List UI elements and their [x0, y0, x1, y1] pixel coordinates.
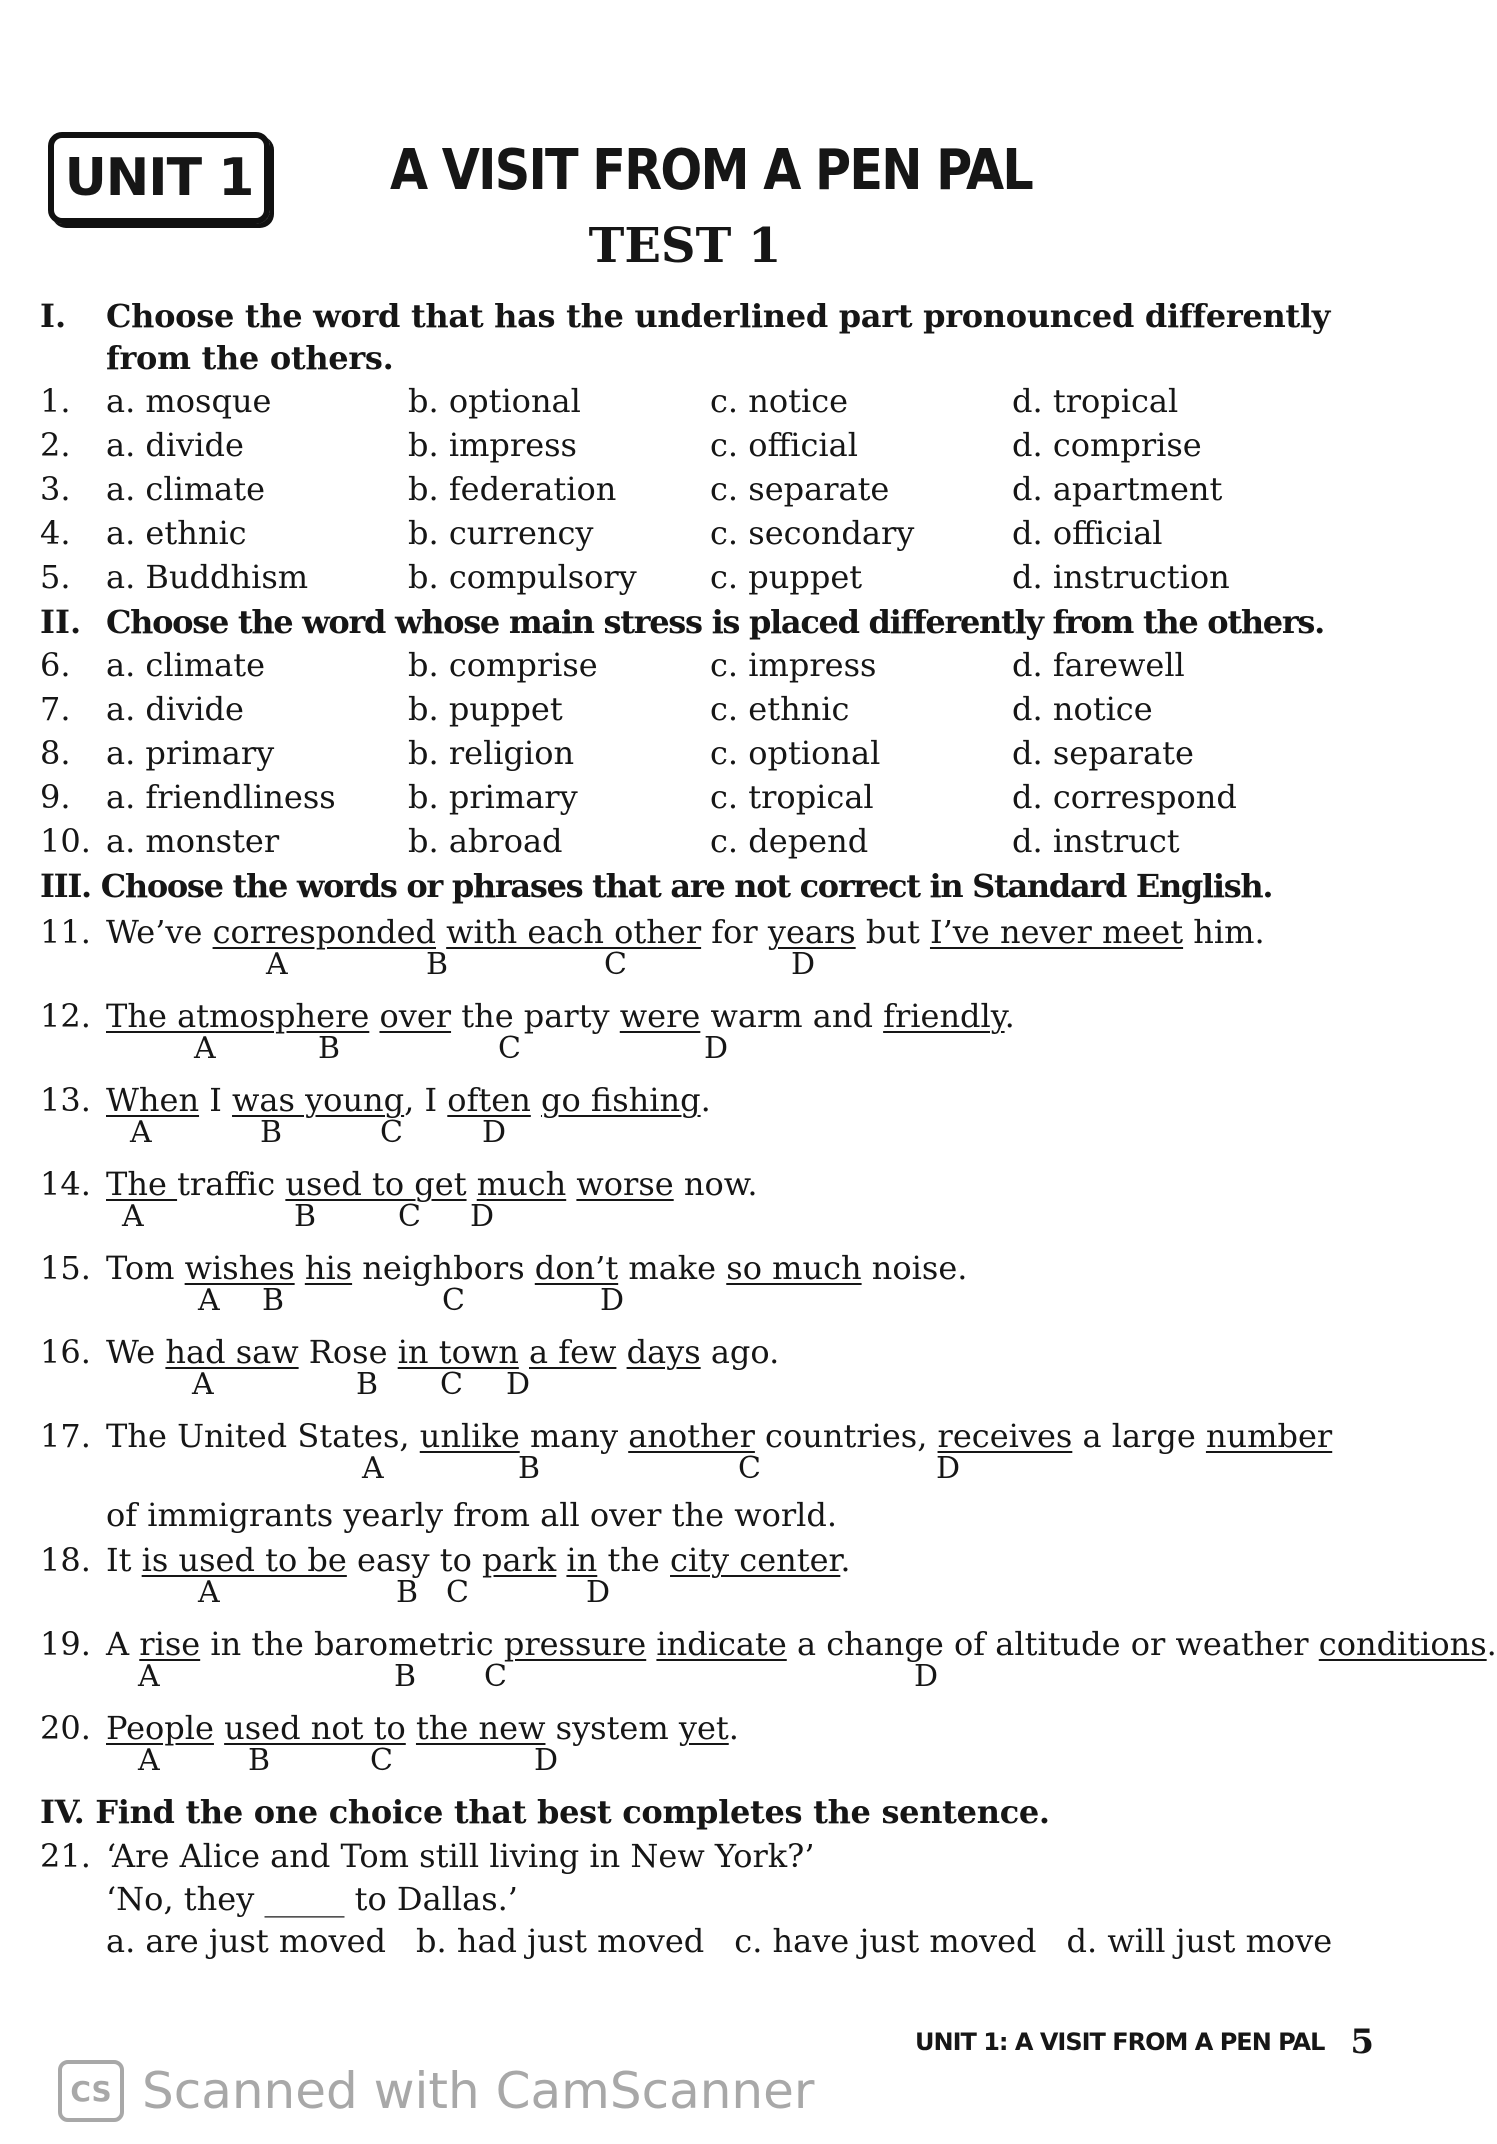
option-label-c: C [440, 1367, 463, 1402]
sentence-text [106, 1081, 711, 1119]
underlined-option: unlike [419, 1417, 520, 1455]
option-label-a: A [130, 1115, 152, 1150]
section-instruction-text: Find the one choice that best completes the sentence. [95, 1793, 1050, 1831]
option-label-c: C [398, 1199, 421, 1234]
question-item [40, 1709, 1340, 1787]
question-number: 5. [40, 558, 71, 596]
underlined-option: years [767, 913, 856, 951]
option-label-b: B [260, 1115, 283, 1150]
sentence-fragment [556, 1541, 566, 1579]
sentence-fragment [566, 1165, 576, 1203]
question-row [40, 511, 1340, 555]
sentence-fragment: now. [673, 1165, 758, 1203]
sentence-fragment: the [597, 1541, 671, 1579]
sentence-fragment [646, 1625, 656, 1663]
sentence-fragment: . [840, 1541, 851, 1579]
option-label-c: C [738, 1451, 761, 1486]
sentence-text [106, 1249, 967, 1287]
test-title: TEST 1 [588, 218, 782, 274]
sentence-fragment: It [106, 1541, 142, 1579]
underlined-option: People [106, 1709, 214, 1747]
underlined-option: yet [678, 1709, 729, 1747]
option-label-d: D [534, 1743, 559, 1778]
choice-a: a. monster [106, 822, 280, 860]
sentence-fragment: neighbors [352, 1249, 535, 1287]
section-3-questions [40, 913, 1497, 1787]
choice-c: c. secondary [710, 514, 915, 552]
underlined-option: pressure [503, 1625, 647, 1663]
underlined-option: wishes [184, 1249, 295, 1287]
question-sentence [40, 1249, 1340, 1287]
scanner-watermark [58, 2060, 814, 2122]
underlined-option: conditions [1318, 1625, 1487, 1663]
choice-b: b. primary [408, 778, 578, 816]
unit-badge: UNIT 1 [48, 132, 270, 224]
question-number: 3. [40, 470, 71, 508]
choice-c: c. separate [710, 470, 890, 508]
question-sentence [40, 1081, 1340, 1119]
sentence-continuation: of immigrants yearly from all over the world. [106, 1496, 838, 1534]
question-row [40, 467, 1340, 511]
underlined-option: is used to be [141, 1541, 347, 1579]
sentence-text [106, 1541, 851, 1579]
choice-d: d. instruction [1012, 558, 1230, 596]
option-labels [106, 1115, 1340, 1159]
section-number: II. [40, 603, 82, 641]
option-label-a: A [122, 1199, 144, 1234]
sentence-fragment: . [700, 1081, 711, 1119]
choice-c: c. official [710, 426, 858, 464]
option-label-c: C [446, 1575, 469, 1610]
underlined-option: another [628, 1417, 755, 1455]
option-label-b: B [426, 947, 449, 982]
sentence-fragment: ago. [700, 1333, 780, 1371]
sentence-fragment: but [855, 913, 930, 951]
option-labels [106, 1659, 1340, 1703]
underlined-option: much [476, 1165, 567, 1203]
sentence-fragment: I [199, 1081, 233, 1119]
question-number: 12. [40, 997, 91, 1035]
sentence-fragment [295, 1249, 305, 1287]
underlined-option: was young [232, 1081, 405, 1119]
option-label-a: A [198, 1283, 220, 1318]
question-item [40, 997, 1340, 1075]
option-c: c. have just moved [734, 1922, 1037, 1960]
question-number: 13. [40, 1081, 91, 1119]
option-label-c: C [484, 1659, 507, 1694]
sentence-fragment: noise. [861, 1249, 968, 1287]
question-number: 19. [40, 1625, 91, 1663]
choice-d: d. notice [1012, 690, 1153, 728]
question-item [40, 913, 1340, 991]
sentence-fragment: many [519, 1417, 629, 1455]
underlined-option: his [304, 1249, 353, 1287]
sentence-fragment: system [545, 1709, 679, 1747]
underlined-option: worse [576, 1165, 674, 1203]
sentence-fragment: a large [1072, 1417, 1206, 1455]
sentence-fragment: in the barometric [200, 1625, 504, 1663]
underlined-option: The atmosphere [106, 997, 370, 1035]
section-4-heading [40, 1791, 1340, 1833]
choice-a: a. climate [106, 470, 266, 508]
underlined-option: park [482, 1541, 557, 1579]
question-sentence [40, 1417, 1340, 1455]
test-body [40, 295, 1497, 1963]
option-label-c: C [370, 1743, 393, 1778]
underlined-option: in [566, 1541, 598, 1579]
underlined-option: corresponded [212, 913, 436, 951]
underlined-option: The [106, 1165, 178, 1203]
option-label-b: B [518, 1451, 541, 1486]
section-2-questions [40, 643, 1340, 863]
answer-blank: _____ [264, 1880, 345, 1918]
question-item [40, 1249, 1340, 1327]
question-number: 15. [40, 1249, 91, 1287]
section-number: I. [40, 297, 67, 335]
choice-b: b. currency [408, 514, 594, 552]
choice-d: d. instruct [1012, 822, 1180, 860]
question-number: 14. [40, 1165, 91, 1203]
section-2-heading [40, 601, 1340, 643]
choice-d: d. official [1012, 514, 1163, 552]
option-label-b: B [262, 1283, 285, 1318]
question-number: 10. [40, 822, 91, 860]
option-label-d: D [470, 1199, 495, 1234]
sentence-fragment: easy to [346, 1541, 482, 1579]
question-number: 1. [40, 382, 71, 420]
option-label-d: D [791, 947, 816, 982]
question-number: 9. [40, 778, 71, 816]
option-labels [106, 1367, 1340, 1411]
question-text: ‘No, they [106, 1880, 265, 1918]
option-label-b: B [394, 1659, 417, 1694]
choice-d: d. farewell [1012, 646, 1185, 684]
option-label-b: B [396, 1575, 419, 1610]
underlined-option: often [447, 1081, 531, 1119]
underlined-option: go fishing [540, 1081, 701, 1119]
question-21-options [106, 1919, 1340, 1963]
question-row [40, 423, 1340, 467]
option-label-b: B [356, 1367, 379, 1402]
section-3-heading [40, 865, 1340, 907]
sentence-fragment: Tom [106, 1249, 185, 1287]
sentence-fragment: , I [404, 1081, 448, 1119]
underlined-option: receives [937, 1417, 1073, 1455]
choice-a: a. divide [106, 426, 244, 464]
option-label-a: A [194, 1031, 216, 1066]
choice-a: a. mosque [106, 382, 272, 420]
option-labels [106, 947, 1340, 991]
underlined-option: a few [529, 1333, 617, 1371]
question-row [40, 819, 1340, 863]
sentence-fragment [369, 997, 379, 1035]
option-label-d: D [506, 1367, 531, 1402]
question-row [40, 775, 1340, 819]
choice-d: d. apartment [1012, 470, 1223, 508]
sentence-text [106, 1165, 758, 1203]
option-labels [106, 1575, 1340, 1619]
choice-b: b. compulsory [408, 558, 637, 596]
sentence-fragment [436, 913, 446, 951]
option-labels [106, 1451, 1340, 1495]
choice-b: b. optional [408, 382, 581, 420]
option-label-d: D [600, 1283, 625, 1318]
choice-b: b. religion [408, 734, 575, 772]
sentence-fragment: We [106, 1333, 166, 1371]
question-number: 18. [40, 1541, 91, 1579]
sentence-fragment: him. [1183, 913, 1265, 951]
choice-b: b. abroad [408, 822, 563, 860]
choice-b: b. federation [408, 470, 617, 508]
section-instruction: Choose the word that has the underlined part pronounced differently from the others. [106, 297, 1331, 377]
option-label-a: A [138, 1659, 160, 1694]
question-text-end: to Dallas.’ [344, 1880, 518, 1918]
option-a: a. are just moved [106, 1922, 386, 1960]
question-sentence [40, 1709, 1340, 1747]
section-instruction: Choose the word whose main stress is placed differently from the others. [106, 603, 1324, 641]
underlined-option: in town [397, 1333, 519, 1371]
sentence-fragment: traffic [177, 1165, 286, 1203]
sentence-text [106, 913, 1265, 951]
question-number: 20. [40, 1709, 91, 1747]
question-sentence [40, 913, 1340, 951]
question-number: 8. [40, 734, 71, 772]
underlined-option: days [626, 1333, 701, 1371]
option-label-d: D [586, 1575, 611, 1610]
underlined-option: had saw [165, 1333, 299, 1371]
sentence-fragment [519, 1333, 529, 1371]
question-number: 4. [40, 514, 71, 552]
question-sentence [40, 1541, 1340, 1579]
footer-title: UNIT 1: A VISIT FROM A PEN PAL [915, 2028, 1325, 2056]
choice-a: a. Buddhism [106, 558, 309, 596]
sentence-fragment: the party [451, 997, 620, 1035]
watermark-text: Scanned with CamScanner [142, 2062, 815, 2120]
underlined-option: used to get [285, 1165, 467, 1203]
question-row [40, 731, 1340, 775]
question-item [40, 1417, 1340, 1535]
option-label-c: C [498, 1031, 521, 1066]
sentence-fragment: for [701, 913, 768, 951]
sentence-text [106, 1333, 779, 1371]
sentence-fragment: warm and [700, 997, 884, 1035]
sentence-fragment [214, 1709, 224, 1747]
question-row [40, 555, 1340, 599]
underlined-option: were [619, 997, 701, 1035]
choice-d: d. comprise [1012, 426, 1202, 464]
question-number: 11. [40, 913, 91, 951]
sentence-text [106, 1625, 1497, 1663]
option-label-a: A [362, 1451, 384, 1486]
sentence-fragment: countries, [754, 1417, 938, 1455]
unit-title: A VISIT FROM A PEN PAL [390, 138, 1032, 203]
option-label-c: C [604, 947, 627, 982]
question-row [40, 643, 1340, 687]
underlined-option: number [1205, 1417, 1333, 1455]
underlined-option: used not to [224, 1709, 406, 1747]
question-sentence [40, 997, 1340, 1035]
question-item [40, 1081, 1340, 1159]
choice-c: c. optional [710, 734, 881, 772]
sentence-fragment [467, 1165, 477, 1203]
question-item [40, 1333, 1340, 1411]
page-header [44, 128, 1344, 228]
option-label-c: C [380, 1115, 403, 1150]
choice-d: d. correspond [1012, 778, 1237, 816]
sentence-fragment: make [618, 1249, 727, 1287]
question-number: 16. [40, 1333, 91, 1371]
underlined-option: don’t [534, 1249, 619, 1287]
sentence-fragment: A [106, 1625, 140, 1663]
underlined-option: rise [139, 1625, 201, 1663]
choice-a: a. primary [106, 734, 275, 772]
question-item [40, 1165, 1340, 1243]
underlined-option: I’ve never meet [929, 913, 1184, 951]
sentence-fragment [531, 1081, 541, 1119]
underlined-option: When [106, 1081, 200, 1119]
section-1-questions [40, 379, 1340, 599]
page-footer [915, 2022, 1374, 2062]
sentence-fragment: . [728, 1709, 739, 1747]
section-instruction [40, 1791, 1340, 1833]
underlined-option: friendly [883, 997, 1005, 1035]
choice-c: c. notice [710, 382, 849, 420]
option-label-b: B [294, 1199, 317, 1234]
option-labels [106, 1743, 1340, 1787]
choice-a: a. divide [106, 690, 244, 728]
question-number: 2. [40, 426, 71, 464]
question-line-1: ‘Are Alice and Tom still living in New York?’ [106, 1837, 815, 1875]
sentence-fragment: The United States, [106, 1417, 420, 1455]
question-number: 21. [40, 1837, 91, 1875]
sentence-fragment: . [1004, 997, 1015, 1035]
choice-c: c. ethnic [710, 690, 850, 728]
choice-c: c. impress [710, 646, 877, 684]
underlined-option: indicate [656, 1625, 787, 1663]
section-number: IV. [40, 1793, 85, 1831]
choice-c: c. puppet [710, 558, 863, 596]
question-sentence [40, 1333, 1340, 1371]
sentence-text [106, 1417, 1332, 1455]
sentence-fragment [616, 1333, 626, 1371]
section-instruction [40, 865, 1340, 907]
choice-b: b. puppet [408, 690, 563, 728]
option-labels [106, 1283, 1340, 1327]
option-label-c: C [442, 1283, 465, 1318]
camscanner-logo: CS [58, 2060, 124, 2122]
choice-c: c. tropical [710, 778, 874, 816]
option-label-d: D [704, 1031, 729, 1066]
underlined-option: over [379, 997, 452, 1035]
option-label-a: A [266, 947, 288, 982]
sentence-fragment: a change of altitude or weather [786, 1625, 1319, 1663]
choice-b: b. impress [408, 426, 577, 464]
choice-a: a. climate [106, 646, 266, 684]
question-item [40, 1541, 1340, 1619]
choice-d: d. tropical [1012, 382, 1179, 420]
question-number: 7. [40, 690, 71, 728]
option-label-d: D [936, 1451, 961, 1486]
sentence-fragment [406, 1709, 416, 1747]
underlined-option: so much [726, 1249, 862, 1287]
section-1-heading [40, 295, 1340, 379]
sentence-text [106, 997, 1015, 1035]
underlined-option: city center [670, 1541, 841, 1579]
question-number: 17. [40, 1417, 91, 1455]
question-item [40, 1625, 1497, 1703]
option-label-b: B [248, 1743, 271, 1778]
sentence-text [106, 1709, 739, 1747]
sentence-fragment: Rose [298, 1333, 398, 1371]
underlined-option: with each other [446, 913, 702, 951]
option-label-d: D [482, 1115, 507, 1150]
sentence-fragment: . [1486, 1625, 1497, 1663]
question-number: 6. [40, 646, 71, 684]
question-sentence [40, 1165, 1340, 1203]
underlined-option: the new [415, 1709, 546, 1747]
option-labels [106, 1031, 1340, 1075]
question-row [40, 687, 1340, 731]
sentence-fragment: We’ve [106, 913, 213, 951]
question-sentence [40, 1625, 1497, 1663]
question-21 [40, 1837, 1340, 1875]
page-number: 5 [1350, 2022, 1375, 2062]
section-number: III. [40, 867, 91, 905]
option-label-a: A [138, 1743, 160, 1778]
choice-a: a. ethnic [106, 514, 247, 552]
option-label-b: B [318, 1031, 341, 1066]
choice-d: d. separate [1012, 734, 1194, 772]
choice-b: b. comprise [408, 646, 598, 684]
option-label-d: D [914, 1659, 939, 1694]
option-label-a: A [192, 1367, 214, 1402]
option-labels [106, 1199, 1340, 1243]
question-row [40, 379, 1340, 423]
option-b: b. had just moved [416, 1922, 705, 1960]
section-instruction-text: Choose the words or phrases that are not correct in Standard English. [100, 867, 1273, 905]
choice-c: c. depend [710, 822, 869, 860]
option-label-a: A [198, 1575, 220, 1610]
option-d: d. will just move [1066, 1922, 1333, 1960]
choice-a: a. friendliness [106, 778, 336, 816]
question-21-line-2 [106, 1879, 1340, 1919]
